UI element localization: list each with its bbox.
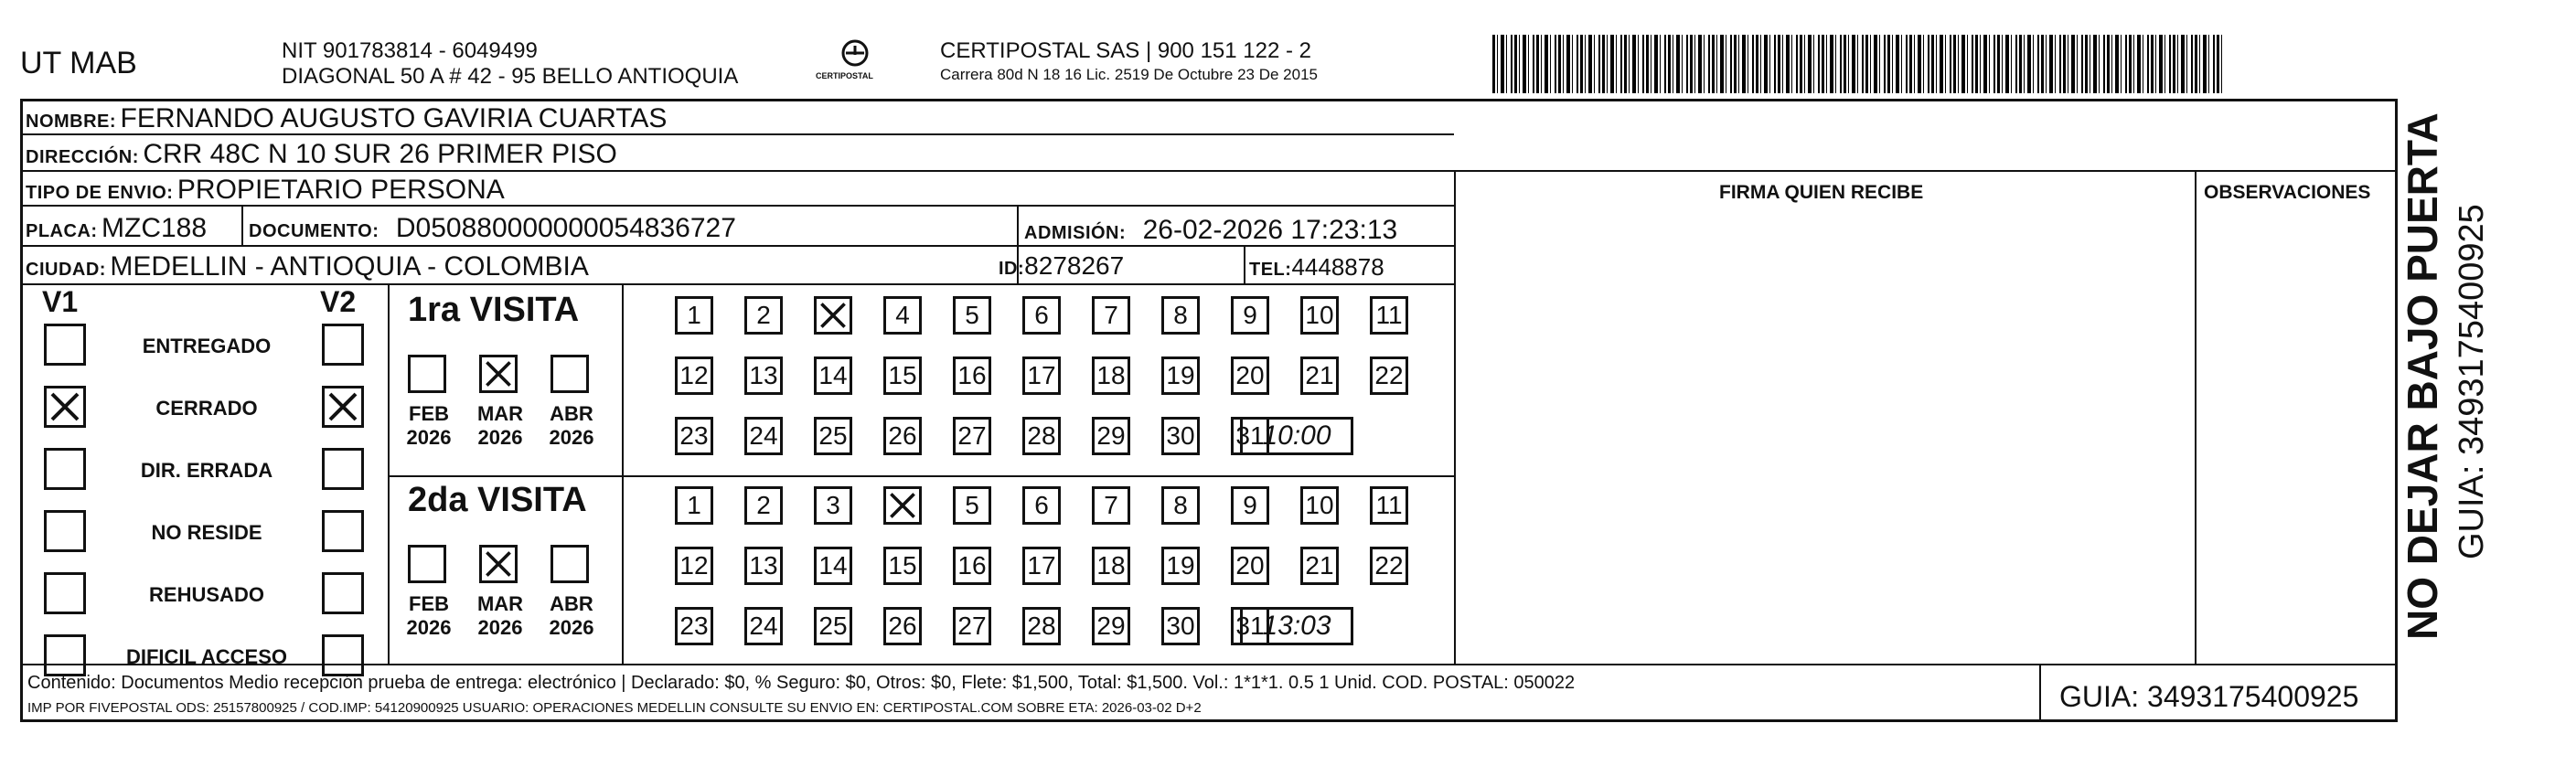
first-day-box[interactable]: 31 — [1231, 417, 1269, 455]
name-label: NOMBRE: — [26, 112, 117, 132]
month-label — [397, 592, 461, 640]
footer-print-info: IMP POR FIVEPOSTAL ODS: 25157800925 / COD.IMP: 54120900925 USUARIO: OPERACIONES MEDELLIN CONSULTE SU ENVIO EN: CERTIPOSTAL.COM SOBRE ETA: 2026-03-02 D+2 — [27, 700, 1202, 716]
month-label — [468, 402, 532, 450]
divider — [20, 170, 2398, 172]
first-day-box[interactable]: 9 — [1231, 296, 1269, 335]
no-under-door-warning: NO DEJAR BAJO PUERTA — [2399, 112, 2446, 640]
month-label — [540, 402, 604, 450]
id-field — [999, 251, 1124, 281]
footer-contents: Contenido: Documentos Medio recepción prueba de entrega: electrónico | Declarado: $0, % Seguro: $0, Otros: $0, Flete: $1,500, Total: $1,500. Vol.: 1*1*1. 0.5 1 Unid. COD. POSTAL: 050022 — [27, 673, 1576, 693]
second-day-box[interactable]: 2 — [744, 486, 783, 525]
month-year: 2026 — [477, 426, 523, 449]
first-day-box[interactable]: 13 — [744, 356, 783, 395]
divider — [20, 664, 2398, 665]
divider — [2039, 664, 2041, 722]
admission-field — [1024, 215, 1397, 246]
city-field — [26, 251, 589, 282]
second-visit-title: 2da VISITA — [408, 481, 587, 519]
month-label — [540, 592, 604, 640]
first-day-box[interactable]: 11 — [1370, 296, 1408, 335]
first-day-box[interactable]: 6 — [1022, 296, 1061, 335]
v2-checkbox[interactable] — [322, 634, 364, 676]
second-visit-time: 13:03 — [1240, 607, 1353, 645]
v2-checkbox[interactable] — [322, 386, 364, 428]
first-visit-title: 1ra VISITA — [408, 291, 580, 329]
month-name: ABR — [550, 592, 593, 615]
address-value: CRR 48C N 10 SUR 26 PRIMER PISO — [143, 139, 617, 169]
shipment-type-label: TIPO DE ENVIO: — [26, 183, 174, 203]
plate-field — [26, 213, 207, 244]
second-day-box[interactable]: 5 — [953, 486, 991, 525]
second-day-box[interactable]: 6 — [1022, 486, 1061, 525]
divider — [388, 283, 390, 664]
first-day-box[interactable]: 4 — [883, 296, 922, 335]
first-day-box[interactable]: 7 — [1092, 296, 1130, 335]
second-day-box[interactable]: 14 — [814, 547, 852, 585]
first-day-box[interactable]: 1 — [675, 296, 713, 335]
document-label: DOCUMENTO: — [249, 221, 379, 241]
carrier-name: CERTIPOSTAL SAS | 900 151 122 - 2 — [940, 38, 1311, 63]
divider — [241, 205, 243, 247]
carrier-license: Carrera 80d N 18 16 Lic. 2519 De Octubre 23 De 2015 — [940, 66, 1318, 83]
admission-label: ADMISIÓN: — [1024, 223, 1127, 243]
first-day-box[interactable]: 2 — [744, 296, 783, 335]
second-day-box[interactable]: 22 — [1370, 547, 1408, 585]
id-value: 8278267 — [1024, 251, 1125, 280]
first-day-box[interactable]: 24 — [744, 417, 783, 455]
divider — [2195, 170, 2197, 664]
divider — [1454, 170, 1456, 664]
v2-checkbox[interactable] — [322, 448, 364, 490]
month-year: 2026 — [549, 426, 594, 449]
v1-checkbox[interactable] — [44, 510, 86, 552]
month-checkbox[interactable] — [408, 545, 446, 583]
month-label — [468, 592, 532, 640]
city-value: MEDELLIN - ANTIOQUIA - COLOMBIA — [110, 251, 589, 282]
first-day-box[interactable]: 5 — [953, 296, 991, 335]
first-day-box[interactable]: 23 — [675, 417, 713, 455]
address-field — [26, 139, 617, 170]
second-day-box[interactable]: 21 — [1300, 547, 1339, 585]
second-day-box[interactable]: 31 — [1231, 607, 1269, 645]
second-day-box[interactable]: 25 — [814, 607, 852, 645]
v2-checkbox[interactable] — [322, 510, 364, 552]
second-day-box[interactable]: 19 — [1161, 547, 1200, 585]
v2-checkbox[interactable] — [322, 572, 364, 614]
month-name: FEB — [409, 402, 449, 425]
status-label: DIR. ERRADA — [140, 459, 273, 482]
status-label: REHUSADO — [149, 583, 264, 606]
divider — [1244, 245, 1245, 283]
first-day-box[interactable]: 29 — [1092, 417, 1130, 455]
v1-label: V1 — [42, 285, 79, 318]
month-name: FEB — [409, 592, 449, 615]
month-year: 2026 — [406, 616, 452, 639]
tel-value: 4448878 — [1291, 253, 1384, 281]
first-day-box[interactable]: 12 — [675, 356, 713, 395]
city-label: CIUDAD: — [26, 260, 106, 280]
second-day-box[interactable]: 3 — [814, 486, 852, 525]
second-day-box[interactable]: 28 — [1022, 607, 1061, 645]
v1-checkbox[interactable] — [44, 324, 86, 366]
second-day-box[interactable]: 27 — [953, 607, 991, 645]
month-checkbox[interactable] — [479, 355, 518, 393]
logo-text: CERTIPOSTAL — [816, 71, 873, 80]
first-day-box[interactable]: 10 — [1300, 296, 1339, 335]
first-visit-time: 10:00 — [1240, 417, 1353, 455]
v1-checkbox[interactable] — [44, 386, 86, 428]
first-day-box[interactable]: 21 — [1300, 356, 1339, 395]
document-value: D050880000000054836727 — [395, 213, 736, 243]
second-day-box[interactable]: 11 — [1370, 486, 1408, 525]
first-day-box[interactable]: 17 — [1022, 356, 1061, 395]
first-day-box[interactable]: 16 — [953, 356, 991, 395]
month-checkbox[interactable] — [550, 545, 589, 583]
second-day-box[interactable]: 30 — [1161, 607, 1200, 645]
status-label: ENTREGADO — [142, 335, 272, 357]
second-day-box[interactable] — [883, 486, 922, 525]
id-label: ID: — [999, 259, 1025, 279]
shipment-type-field — [26, 175, 505, 206]
first-day-box[interactable]: 18 — [1092, 356, 1130, 395]
signature-label: FIRMA QUIEN RECIBE — [1719, 182, 1924, 203]
second-day-box[interactable]: 10 — [1300, 486, 1339, 525]
status-label: CERRADO — [155, 397, 258, 420]
month-name: MAR — [476, 402, 524, 425]
second-day-box[interactable]: 8 — [1161, 486, 1200, 525]
second-day-box[interactable]: 7 — [1092, 486, 1130, 525]
v1-checkbox[interactable] — [44, 572, 86, 614]
month-checkbox[interactable] — [479, 545, 518, 583]
company-address: DIAGONAL 50 A # 42 - 95 BELLO ANTIOQUIA — [282, 64, 739, 89]
second-day-box[interactable]: 24 — [744, 607, 783, 645]
second-day-box[interactable]: 12 — [675, 547, 713, 585]
footer-guia-number: GUIA: 3493175400925 — [2059, 680, 2359, 713]
first-day-box[interactable]: 15 — [883, 356, 922, 395]
second-day-box[interactable]: 29 — [1092, 607, 1130, 645]
month-checkbox[interactable] — [550, 355, 589, 393]
first-day-box[interactable]: 28 — [1022, 417, 1061, 455]
company-name: UT MAB — [20, 46, 137, 80]
second-day-box[interactable]: 20 — [1231, 547, 1269, 585]
observations-label: OBSERVACIONES — [2204, 182, 2371, 203]
second-day-box[interactable]: 13 — [744, 547, 783, 585]
v1-checkbox[interactable] — [44, 634, 86, 676]
month-year: 2026 — [477, 616, 523, 639]
plate-value: MZC188 — [102, 213, 208, 243]
divider — [388, 475, 1454, 477]
first-day-box[interactable]: 22 — [1370, 356, 1408, 395]
first-day-box[interactable]: 25 — [814, 417, 852, 455]
month-year: 2026 — [406, 426, 452, 449]
first-day-box[interactable]: 19 — [1161, 356, 1200, 395]
second-day-box[interactable]: 15 — [883, 547, 922, 585]
month-label — [397, 402, 461, 450]
divider — [622, 283, 624, 664]
divider — [20, 283, 1454, 285]
second-day-box[interactable]: 16 — [953, 547, 991, 585]
document-field — [249, 213, 736, 244]
first-day-box[interactable]: 26 — [883, 417, 922, 455]
v2-checkbox[interactable] — [322, 324, 364, 366]
barcode — [1492, 35, 2224, 93]
first-day-box[interactable]: 20 — [1231, 356, 1269, 395]
name-field — [26, 103, 667, 134]
v2-label: V2 — [320, 285, 357, 318]
first-day-box[interactable]: 8 — [1161, 296, 1200, 335]
first-day-box[interactable] — [814, 296, 852, 335]
plate-label: PLACA: — [26, 221, 98, 241]
shipment-type-value: PROPIETARIO PERSONA — [176, 175, 505, 205]
month-year: 2026 — [549, 616, 594, 639]
first-day-box[interactable]: 27 — [953, 417, 991, 455]
tel-field — [1249, 253, 1384, 282]
second-day-box[interactable]: 23 — [675, 607, 713, 645]
month-name: MAR — [476, 592, 524, 615]
month-checkbox[interactable] — [408, 355, 446, 393]
tel-label: TEL: — [1249, 260, 1292, 280]
admission-value: 26-02-2026 17:23:13 — [1142, 215, 1398, 245]
company-nit: NIT 901783814 - 6049499 — [282, 38, 538, 63]
first-day-box[interactable]: 30 — [1161, 417, 1200, 455]
certipostal-logo — [805, 37, 905, 91]
second-day-box[interactable]: 9 — [1231, 486, 1269, 525]
status-label: NO RESIDE — [151, 521, 262, 544]
status-label: DIFICIL ACCESO — [125, 645, 287, 668]
second-day-box[interactable]: 18 — [1092, 547, 1130, 585]
second-day-box[interactable]: 26 — [883, 607, 922, 645]
side-guia-number: GUIA: 3493175400925 — [2453, 204, 2491, 559]
second-day-box[interactable]: 17 — [1022, 547, 1061, 585]
name-value: FERNANDO AUGUSTO GAVIRIA CUARTAS — [120, 103, 668, 133]
second-day-box[interactable]: 1 — [675, 486, 713, 525]
v1-checkbox[interactable] — [44, 448, 86, 490]
first-day-box[interactable]: 14 — [814, 356, 852, 395]
month-name: ABR — [550, 402, 593, 425]
address-label: DIRECCIÓN: — [26, 147, 139, 167]
